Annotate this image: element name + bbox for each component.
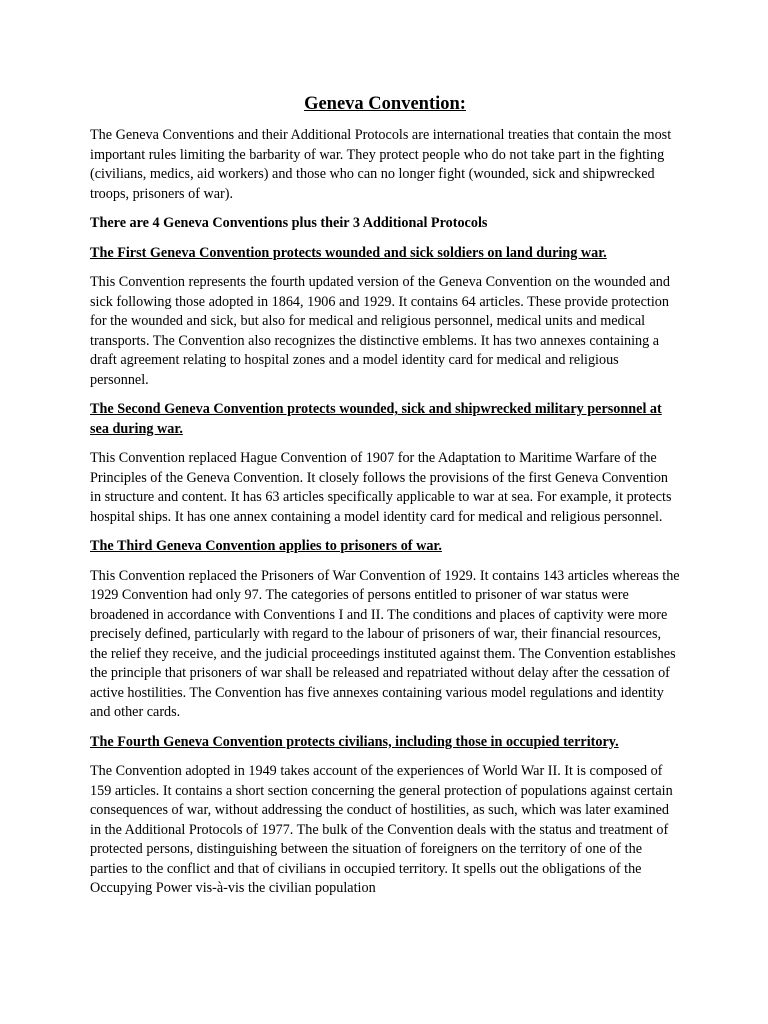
section-heading-third: The Third Geneva Convention applies to prisoners of war. [90,538,442,554]
section-body-second: This Convention replaced Hague Convention of 1907 for the Adaptation to Maritime Warfare of the Principles of the Geneva Convention. It closely follows the provisions of the first Geneva Convention in structure and content. It has 63 articles specifically applicable to war at sea. For example, it protects hospital ships. It has one annex containing a model identity card for medical and religious personnel. [90,450,672,525]
section-body-fourth: The Convention adopted in 1949 takes account of the experiences of World War II. It is composed of 159 articles. It contains a short section concerning the general protection of populations against certain consequences of war, without addressing the conduct of hostilities, as such, which was later examined in the Additional Protocols of 1977. The bulk of the Convention deals with the status and treatment of protected persons, distinguishing between the situation of foreigners on the territory of one of the parties to the conflict and that of civilians in occupied territory. It spells out the obligations of the Occupying Power vis-à-vis the civilian population [90,763,673,896]
section-body-third: This Convention replaced the Prisoners of War Convention of 1929. It contains 143 articles whereas the 1929 Convention had only 97. The categories of persons entitled to prisoner of war status were broadened in accordance with Conventions I and II. The conditions and places of captivity were more precisely defined, particularly with regard to the labour of prisoners of war, their financial resources, the relief they receive, and the judicial proceedings instituted against them. The Convention establishes the principle that prisoners of war shall be released and repatriated without delay after the cessation of active hostilities. The Convention has five annexes containing various model regulations and identity and other cards. [90,567,680,720]
document-title: Geneva Convention: [304,94,466,114]
overview-heading: There are 4 Geneva Conventions plus their 3 Additional Protocols [90,215,488,231]
section-heading-first: The First Geneva Convention protects wounded and sick soldiers on land during war. [90,244,607,261]
section-body-first: This Convention represents the fourth updated version of the Geneva Convention on the wounded and sick following those adopted in 1864, 1906 and 1929. It contains 64 articles. These provide protection for the wounded and sick, but also for medical and religious personnel, medical units and medical transports. The Convention also recognizes the distinctive emblems. It has two annexes containing a draft agreement relating to hospital zones and a model identity card for medical and religious personnel. [90,274,670,388]
section-heading-fourth: The Fourth Geneva Convention protects civilians, including those in occupied territory. [90,733,619,750]
section-heading-second: The Second Geneva Convention protects wounded, sick and shipwrecked military personnel at sea during war. [90,401,662,437]
document-page [90,92,680,909]
intro-paragraph: The Geneva Conventions and their Additional Protocols are international treaties that contain the most important rules limiting the barbarity of war. They protect people who do not take part in the fighting (civilians, medics, aid workers) and those who can no longer fight (wounded, sick and shipwrecked troops, prisoners of war). [90,127,672,202]
